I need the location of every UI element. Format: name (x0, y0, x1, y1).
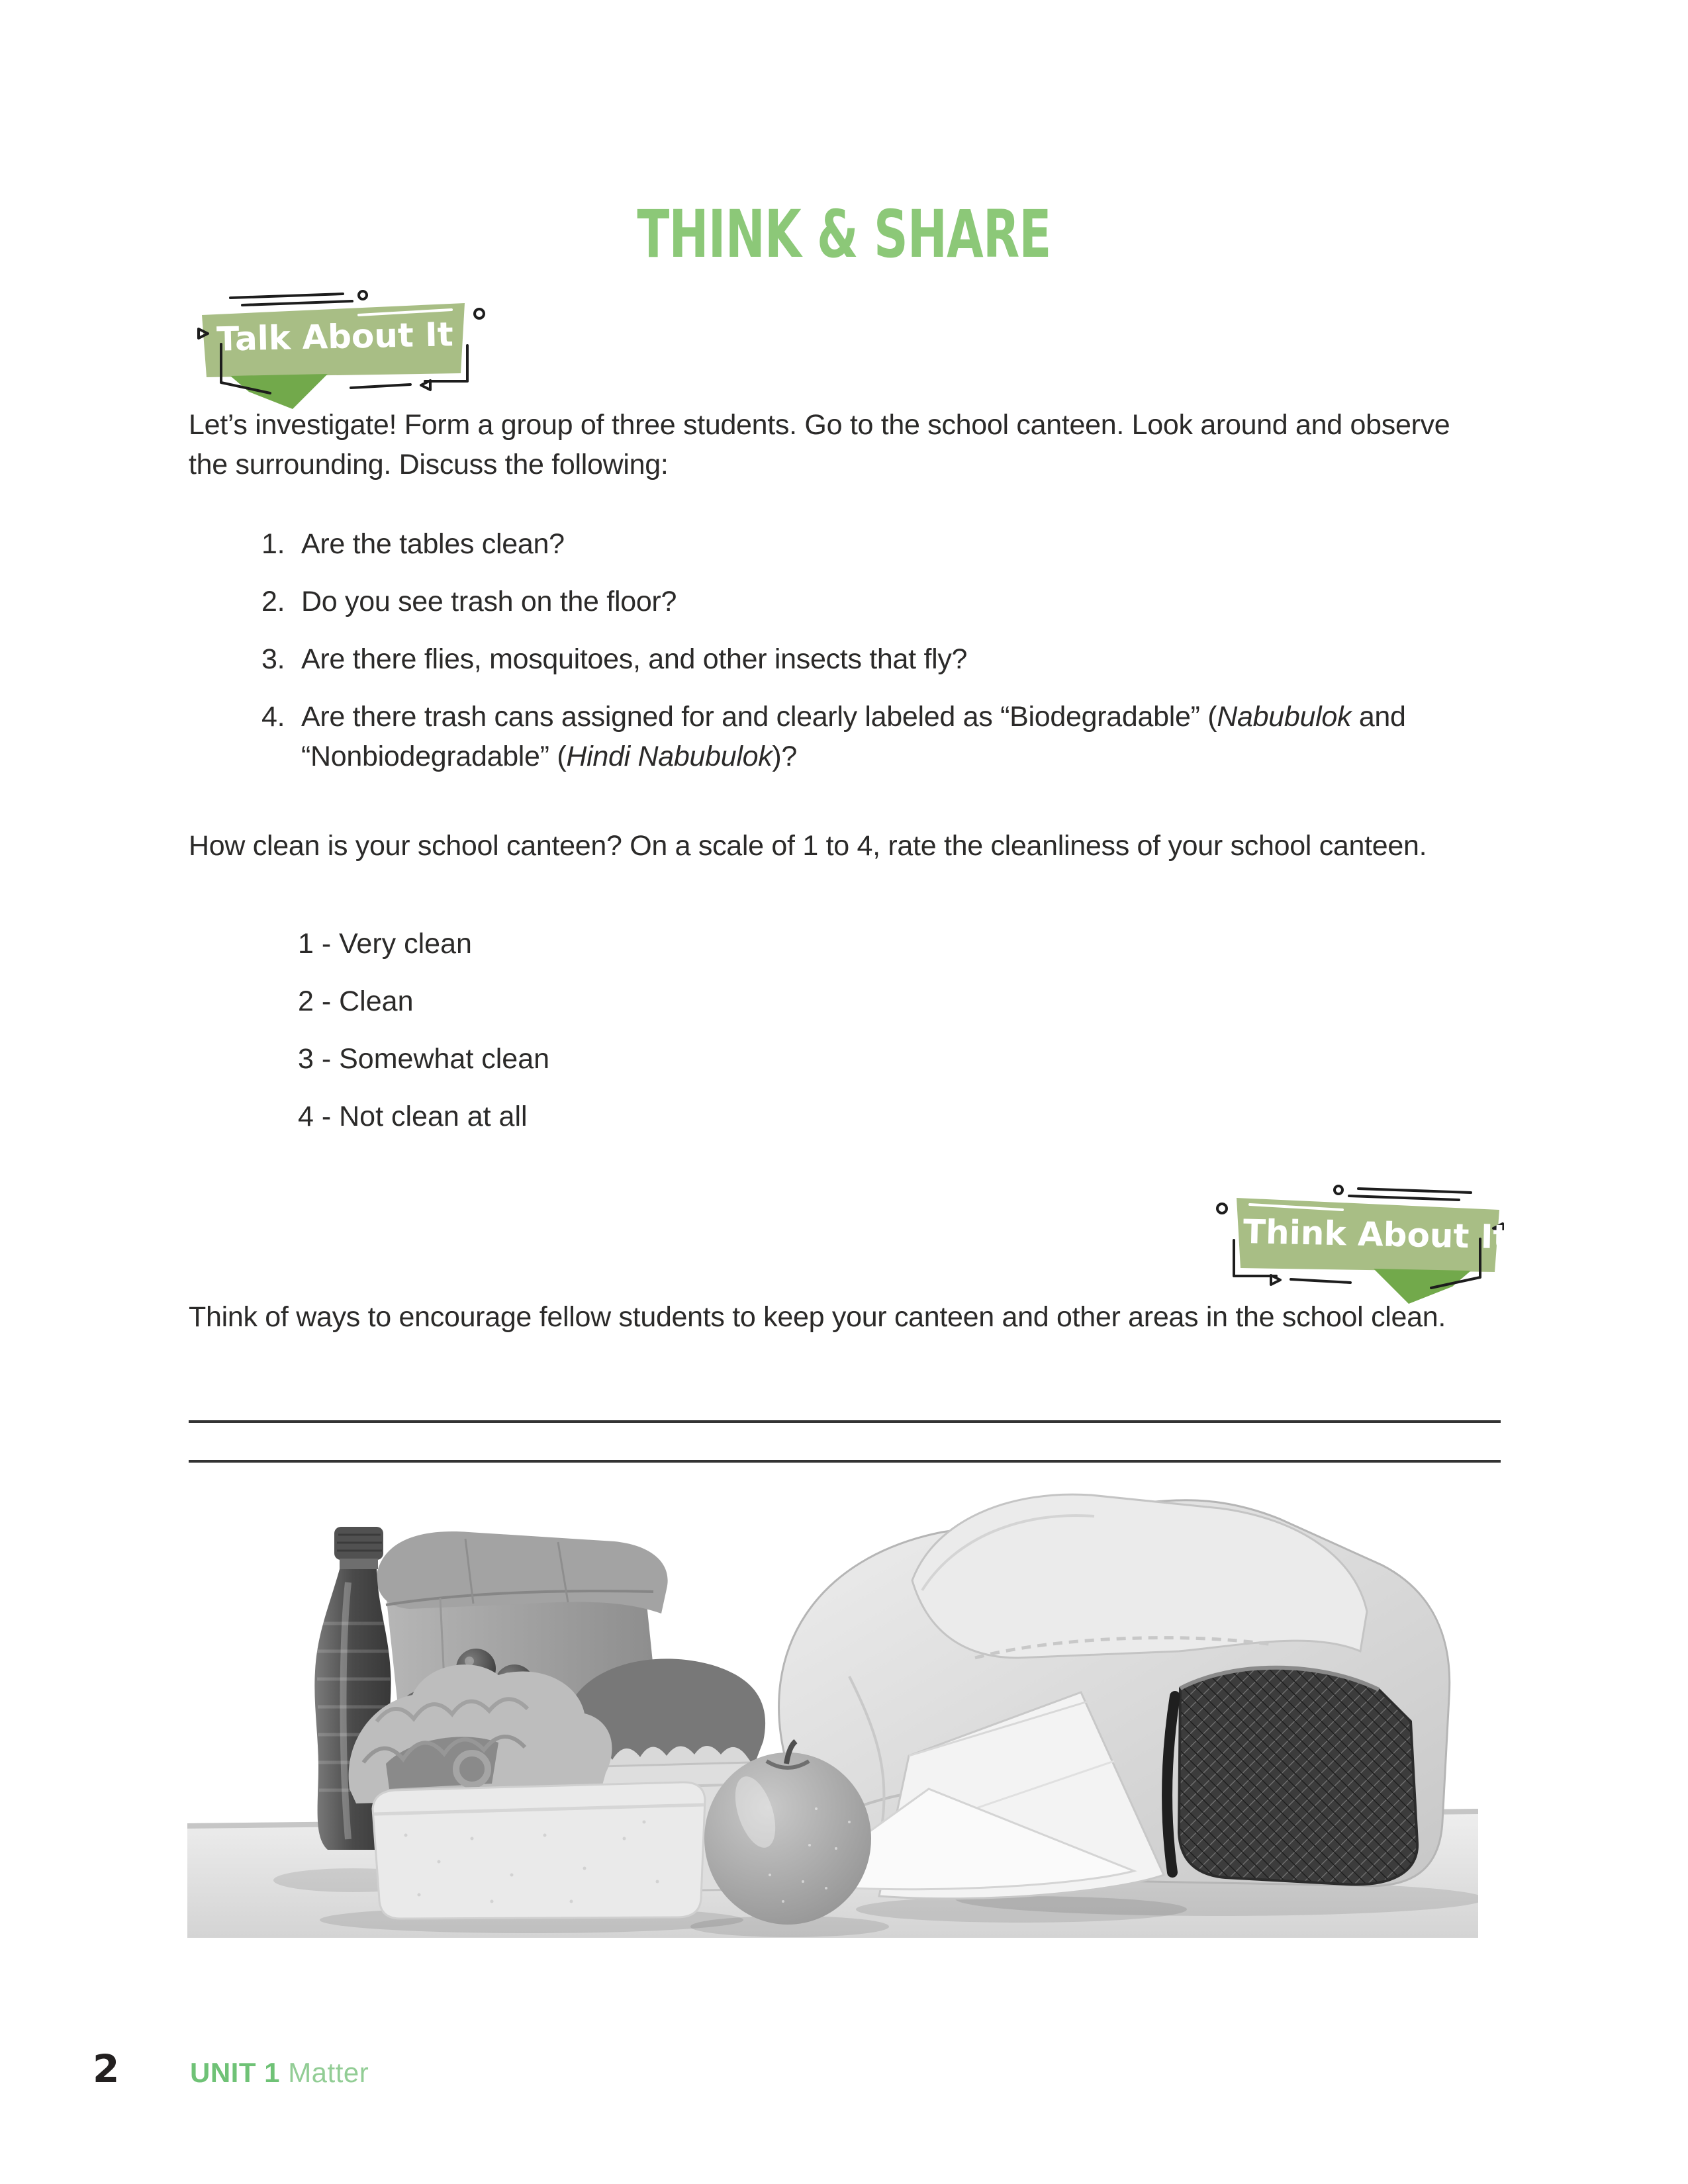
question-number: 1. (261, 528, 285, 560)
question-text: Are there trash cans assigned for and clearly labeled as “Biodegradable” (Nabubulok and “Nonbiodegradable” (Hindi Nabubulok)? (301, 701, 1406, 772)
rating-scale-list (298, 924, 549, 1154)
page-title: THINK & SHARE (637, 196, 1051, 273)
question-number: 4. (261, 701, 285, 733)
badge-label: Talk About It (216, 315, 454, 359)
rating-item: 4 - Not clean at all (298, 1101, 528, 1132)
question-text: Do you see trash on the floor? (301, 586, 677, 617)
question-text: Are there flies, mosquitoes, and other insects that fly? (301, 643, 968, 675)
intro-paragraph: Let’s investigate! Form a group of three students. Go to the school canteen. Look around and observe the surrounding. Discuss the following: (189, 409, 1450, 480)
talk-about-it-badge (192, 281, 510, 413)
question-item (261, 639, 1473, 679)
think-prompt-paragraph: Think of ways to encourage fellow students to keep your canteen and other areas in the school clean. (189, 1301, 1446, 1333)
page-number: 2 (93, 2046, 120, 2091)
rating-prompt-paragraph: How clean is your school canteen? On a scale of 1 to 4, rate the cleanliness of your school canteen. (189, 830, 1427, 862)
lunch-photo-graphic (187, 1478, 1478, 1938)
answer-line (189, 1420, 1501, 1423)
unit-footer (190, 2057, 369, 2089)
rating-item: 3 - Somewhat clean (298, 1043, 550, 1075)
page-footer (0, 2046, 1688, 2106)
question-number: 2. (261, 586, 285, 617)
mesh-pocket (1167, 1668, 1417, 1885)
question-item (261, 524, 1473, 564)
lower-food-container (373, 1782, 705, 1919)
question-item (261, 697, 1473, 776)
think-about-it-badge (1192, 1175, 1509, 1308)
discussion-questions (261, 524, 1473, 794)
unit-topic: Matter (288, 2057, 369, 2088)
lunch-items-photo (187, 1478, 1478, 1938)
rating-item: 1 - Very clean (298, 928, 472, 960)
question-number: 3. (261, 643, 285, 675)
question-item (261, 582, 1473, 621)
rating-item: 2 - Clean (298, 985, 414, 1017)
answer-line (189, 1460, 1501, 1463)
question-text: Are the tables clean? (301, 528, 565, 560)
badge-label: Think About It (1243, 1212, 1509, 1257)
unit-label: UNIT 1 (190, 2057, 281, 2088)
